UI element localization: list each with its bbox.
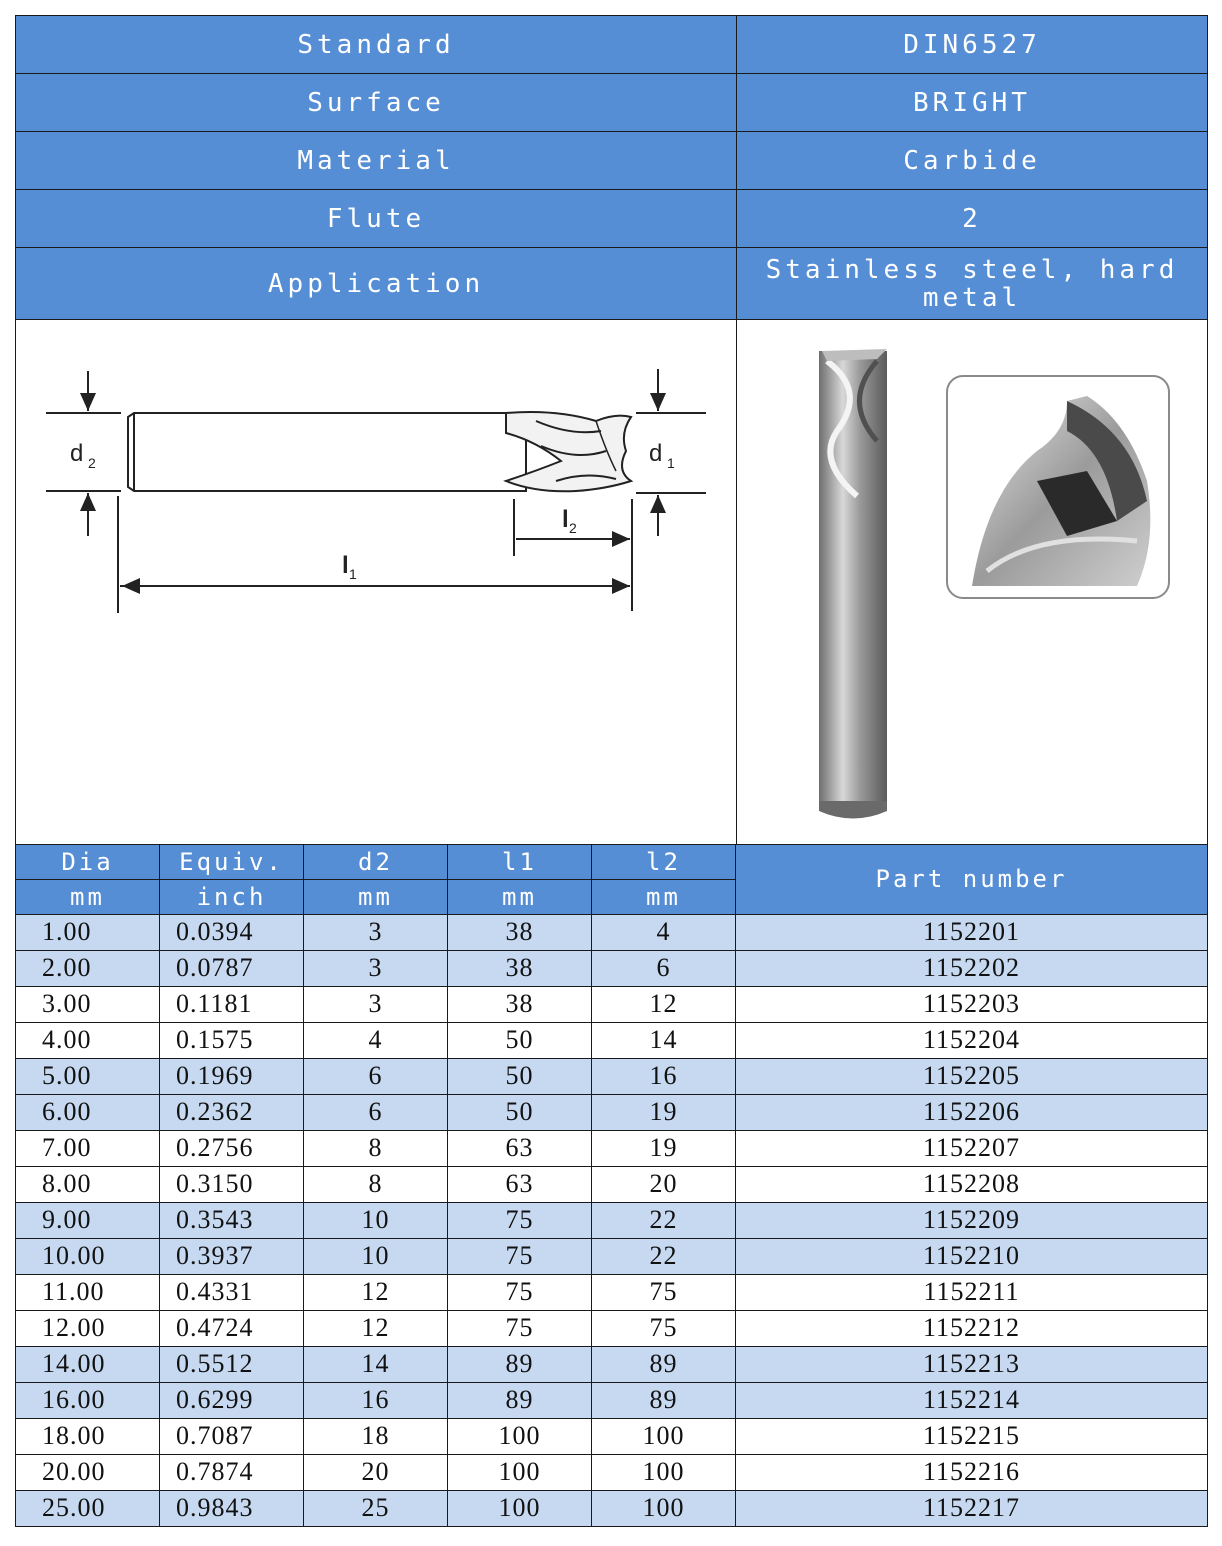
cell-d2: 3 (304, 986, 448, 1022)
cell-l2: 100 (592, 1454, 736, 1490)
cell-dia: 14.00 (16, 1346, 160, 1382)
image-row (16, 320, 1208, 845)
cell-l1: 38 (448, 986, 592, 1022)
cell-d2: 3 (304, 914, 448, 950)
cell-part-number: 1152216 (736, 1454, 1208, 1490)
cell-d2: 18 (304, 1418, 448, 1454)
table-row (16, 950, 1208, 986)
cell-l1: 50 (448, 1058, 592, 1094)
l1-subscript: 1 (349, 566, 361, 582)
cell-equiv: 0.7087 (160, 1418, 304, 1454)
header-part-number: Part number (736, 844, 1208, 914)
cell-l1: 38 (448, 914, 592, 950)
d2-label: d (70, 440, 88, 467)
cell-d2: 14 (304, 1346, 448, 1382)
cell-part-number: 1152207 (736, 1130, 1208, 1166)
cell-l1: 50 (448, 1022, 592, 1058)
cell-d2: 12 (304, 1310, 448, 1346)
cell-part-number: 1152206 (736, 1094, 1208, 1130)
cell-d2: 25 (304, 1490, 448, 1526)
cell-dia: 3.00 (16, 986, 160, 1022)
d2-subscript: 2 (88, 455, 100, 471)
spec-row-standard (16, 16, 1208, 74)
cell-d2: 4 (304, 1022, 448, 1058)
dimension-drawing (16, 321, 735, 843)
spec-label-application: Application (16, 248, 737, 320)
table-body (16, 914, 1208, 1526)
cell-dia: 9.00 (16, 1202, 160, 1238)
cell-equiv: 0.3937 (160, 1238, 304, 1274)
table-row (16, 1022, 1208, 1058)
cell-dia: 16.00 (16, 1382, 160, 1418)
cell-d2: 20 (304, 1454, 448, 1490)
cell-l2: 4 (592, 914, 736, 950)
spec-label-standard: Standard (16, 16, 737, 74)
end-mill-photo (737, 321, 1206, 843)
spec-value-flute: 2 (737, 190, 1208, 248)
cell-d2: 10 (304, 1202, 448, 1238)
cell-part-number: 1152214 (736, 1382, 1208, 1418)
cell-dia: 5.00 (16, 1058, 160, 1094)
table-row (16, 914, 1208, 950)
cell-l2: 6 (592, 950, 736, 986)
cell-l1: 38 (448, 950, 592, 986)
spec-table (15, 15, 1208, 845)
l2-subscript: 2 (569, 520, 581, 536)
unit-d2: mm (304, 879, 448, 914)
header-l2: l2 (592, 844, 736, 879)
table-row (16, 1130, 1208, 1166)
table-row (16, 986, 1208, 1022)
cell-part-number: 1152212 (736, 1310, 1208, 1346)
cell-part-number: 1152210 (736, 1238, 1208, 1274)
cell-l1: 100 (448, 1454, 592, 1490)
cell-d2: 6 (304, 1094, 448, 1130)
cell-l2: 22 (592, 1238, 736, 1274)
cell-equiv: 0.7874 (160, 1454, 304, 1490)
unit-l2: mm (592, 879, 736, 914)
cell-dia: 11.00 (16, 1274, 160, 1310)
header-equiv: Equiv. (160, 844, 304, 879)
table-row (16, 1058, 1208, 1094)
cell-l2: 100 (592, 1490, 736, 1526)
cell-l1: 75 (448, 1202, 592, 1238)
table-row (16, 1346, 1208, 1382)
end-mill-outline (128, 412, 631, 491)
l2-dimension (514, 499, 632, 611)
cell-part-number: 1152213 (736, 1346, 1208, 1382)
cell-equiv: 0.0394 (160, 914, 304, 950)
cell-l1: 89 (448, 1346, 592, 1382)
dimension-drawing-cell (16, 320, 737, 845)
table-row (16, 1490, 1208, 1526)
cell-equiv: 0.4724 (160, 1310, 304, 1346)
table-row (16, 1274, 1208, 1310)
unit-equiv: inch (160, 879, 304, 914)
cell-l2: 75 (592, 1310, 736, 1346)
cell-equiv: 0.6299 (160, 1382, 304, 1418)
cell-l2: 75 (592, 1274, 736, 1310)
spec-label-material: Material (16, 132, 737, 190)
unit-l1: mm (448, 879, 592, 914)
cell-l1: 75 (448, 1310, 592, 1346)
cell-dia: 8.00 (16, 1166, 160, 1202)
table-row (16, 1238, 1208, 1274)
cell-equiv: 0.2756 (160, 1130, 304, 1166)
cell-dia: 6.00 (16, 1094, 160, 1130)
cell-l2: 12 (592, 986, 736, 1022)
cell-equiv: 0.9843 (160, 1490, 304, 1526)
spec-value-material: Carbide (737, 132, 1208, 190)
tool-body (819, 349, 887, 819)
table-row (16, 1166, 1208, 1202)
cell-l1: 63 (448, 1130, 592, 1166)
cell-part-number: 1152202 (736, 950, 1208, 986)
cell-l1: 50 (448, 1094, 592, 1130)
cell-l2: 19 (592, 1094, 736, 1130)
spec-row-surface (16, 74, 1208, 132)
spec-label-flute: Flute (16, 190, 737, 248)
cell-dia: 18.00 (16, 1418, 160, 1454)
cell-equiv: 0.3543 (160, 1202, 304, 1238)
cell-equiv: 0.5512 (160, 1346, 304, 1382)
header-dia: Dia (16, 844, 160, 879)
header-d2: d2 (304, 844, 448, 879)
cell-equiv: 0.4331 (160, 1274, 304, 1310)
spec-row-material (16, 132, 1208, 190)
cell-dia: 12.00 (16, 1310, 160, 1346)
l1-dimension (118, 496, 630, 613)
cell-l1: 100 (448, 1418, 592, 1454)
cell-equiv: 0.1969 (160, 1058, 304, 1094)
cell-d2: 6 (304, 1058, 448, 1094)
cell-d2: 12 (304, 1274, 448, 1310)
table-row (16, 1418, 1208, 1454)
cell-part-number: 1152215 (736, 1418, 1208, 1454)
cell-part-number: 1152201 (736, 914, 1208, 950)
spec-row-application (16, 248, 1208, 320)
cell-dia: 10.00 (16, 1238, 160, 1274)
cell-l2: 14 (592, 1022, 736, 1058)
d1-subscript: 1 (667, 455, 679, 471)
header-l1: l1 (448, 844, 592, 879)
cell-part-number: 1152208 (736, 1166, 1208, 1202)
cell-l1: 100 (448, 1490, 592, 1526)
cell-dia: 20.00 (16, 1454, 160, 1490)
cell-part-number: 1152203 (736, 986, 1208, 1022)
cell-equiv: 0.2362 (160, 1094, 304, 1130)
table-row (16, 1454, 1208, 1490)
spec-row-flute (16, 190, 1208, 248)
cell-dia: 1.00 (16, 914, 160, 950)
cell-d2: 16 (304, 1382, 448, 1418)
cell-equiv: 0.1575 (160, 1022, 304, 1058)
product-photo-cell (737, 320, 1208, 845)
product-sheet (15, 15, 1207, 1527)
cell-l1: 75 (448, 1274, 592, 1310)
spec-value-application: Stainless steel, hard metal (737, 248, 1208, 320)
unit-dia: mm (16, 879, 160, 914)
cell-dia: 7.00 (16, 1130, 160, 1166)
cell-d2: 10 (304, 1238, 448, 1274)
cell-part-number: 1152211 (736, 1274, 1208, 1310)
cell-d2: 8 (304, 1130, 448, 1166)
cell-l2: 20 (592, 1166, 736, 1202)
spec-value-standard: DIN6527 (737, 16, 1208, 74)
cell-equiv: 0.3150 (160, 1166, 304, 1202)
spec-value-surface: BRIGHT (737, 74, 1208, 132)
cell-d2: 8 (304, 1166, 448, 1202)
cell-l2: 16 (592, 1058, 736, 1094)
cell-l2: 19 (592, 1130, 736, 1166)
table-row (16, 1094, 1208, 1130)
cell-l1: 63 (448, 1166, 592, 1202)
spec-label-surface: Surface (16, 74, 737, 132)
cell-equiv: 0.1181 (160, 986, 304, 1022)
l2-label: l (562, 506, 573, 533)
dimension-table (15, 844, 1208, 1527)
cell-l1: 75 (448, 1238, 592, 1274)
d1-label: d (649, 440, 667, 467)
cell-l2: 22 (592, 1202, 736, 1238)
cell-l2: 89 (592, 1382, 736, 1418)
cell-part-number: 1152204 (736, 1022, 1208, 1058)
table-row (16, 1202, 1208, 1238)
tip-closeup (947, 376, 1169, 598)
cell-d2: 3 (304, 950, 448, 986)
cell-dia: 2.00 (16, 950, 160, 986)
l1-label: l (342, 552, 353, 579)
cell-dia: 4.00 (16, 1022, 160, 1058)
cell-l2: 89 (592, 1346, 736, 1382)
cell-dia: 25.00 (16, 1490, 160, 1526)
cell-equiv: 0.0787 (160, 950, 304, 986)
cell-part-number: 1152205 (736, 1058, 1208, 1094)
table-row (16, 1382, 1208, 1418)
cell-part-number: 1152209 (736, 1202, 1208, 1238)
cell-l2: 100 (592, 1418, 736, 1454)
d1-dimension (636, 369, 706, 536)
table-row (16, 1310, 1208, 1346)
cell-l1: 89 (448, 1382, 592, 1418)
header-row-top (16, 844, 1208, 879)
cell-part-number: 1152217 (736, 1490, 1208, 1526)
